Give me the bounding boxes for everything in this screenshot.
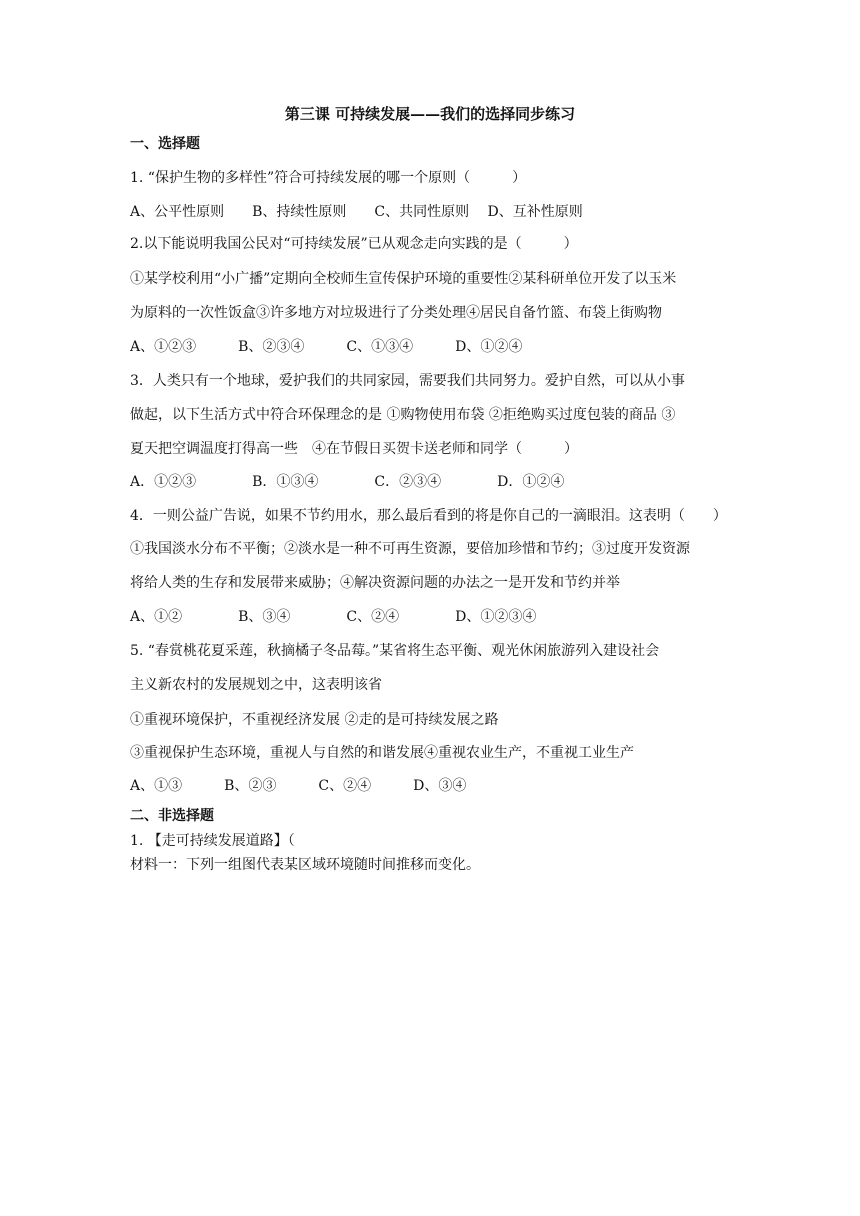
material-1-text: 材料一：下列一组图代表某区域环境随时间推移而变化。	[130, 857, 480, 873]
question-4-options: A、①② B、③④ C、②④ D、①②③④	[130, 609, 537, 625]
question-5-stem-line-1: 5. “春赏桃花夏采莲，秋摘橘子冬品莓。”某省将生态平衡、观光休闲旅游列入建设社会	[130, 643, 660, 659]
question-1-stem: 1. “保护生物的多样性”符合可持续发展的哪一个原则（ ）	[130, 170, 527, 186]
question-5-options: A、①③ B、②③ C、②④ D、③④	[130, 778, 467, 794]
question-3-stem-line-3: 夏天把空调温度打得高一些 ④在节假日买贺卡送老师和同学（ ）	[130, 441, 578, 457]
question-2-text-line-1: ①某学校利用“小广播”定期向全校师生宣传保护环境的重要性②某科研单位开发了以玉米	[130, 271, 677, 287]
question-5-statement-2: ③重视保护生态环境，重视人与自然的和谐发展④重视农业生产，不重视工业生产	[130, 745, 634, 761]
question-4-text-line-2: 将给人类的生存和发展带来威胁；④解决资源问题的办法之一是开发和节约并举	[130, 575, 620, 591]
question-2-text-line-2: 为原料的一次性饭盒③许多地方对垃圾进行了分类处理④居民自备竹篮、布袋上街购物	[130, 305, 662, 321]
question-3-stem-line-2: 做起，以下生活方式中符合环保理念的是 ①购物使用布袋 ②拒绝购买过度包装的商品 ③	[130, 407, 676, 423]
section-heading-non-choice: 二、非选择题	[130, 808, 214, 824]
question-2-options: A、①②③ B、②③④ C、①③④ D、①②④	[130, 339, 523, 355]
question-3-stem-line-1: 3．人类只有一个地球，爱护我们的共同家园，需要我们共同努力。爱护自然，可以从小事	[130, 373, 685, 389]
page-title: 第三课 可持续发展——我们的选择同步练习	[284, 105, 576, 123]
question-3-options: A．①②③ B．①③④ C．②③④ D．①②④	[130, 474, 565, 490]
question-1-options: A、公平性原则 B、持续性原则 C、共同性原则 D、互补性原则	[130, 204, 583, 220]
section-heading-choice: 一、选择题	[130, 136, 200, 152]
question-2-stem: 2.以下能说明我国公民对“可持续发展”已从观念走向实践的是（ ）	[130, 236, 578, 252]
question-4-text-line-1: ①我国淡水分布不平衡；②淡水是一种不可再生资源，要倍加珍惜和节约；③过度开发资源	[130, 541, 690, 557]
question-5-statement-1: ①重视环境保护，不重视经济发展 ②走的是可持续发展之路	[130, 712, 499, 728]
question-5-stem-line-2: 主义新农村的发展规划之中，这表明该省	[130, 677, 382, 693]
question-4-stem: 4．一则公益广告说，如果不节约用水，那么最后看到的将是你自己的一滴眼泪。这表明（ ）	[130, 508, 727, 524]
question-6-heading: 1. 【走可持续发展道路】（	[130, 833, 295, 849]
